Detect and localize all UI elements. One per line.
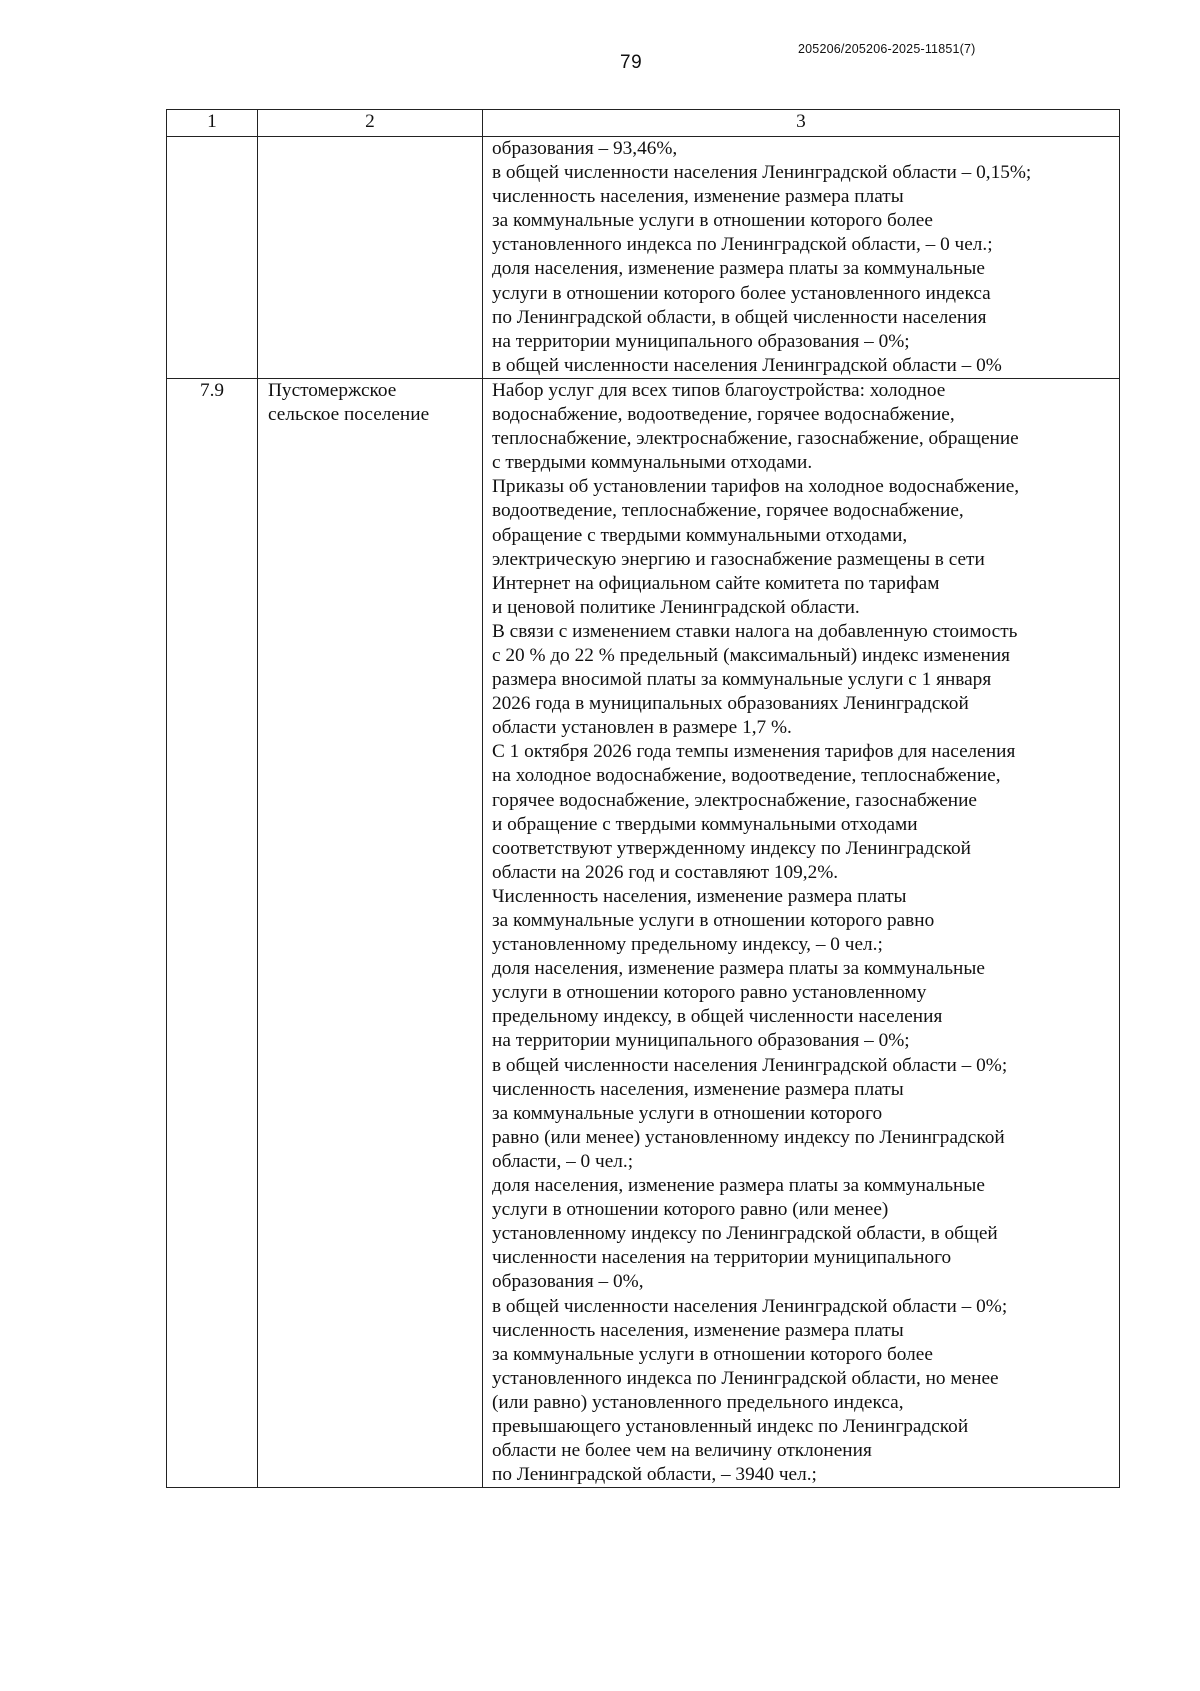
table-header-row <box>167 110 1120 137</box>
text-line: с 20 % до 22 % предельный (максимальный) индекс изменения <box>492 644 1011 666</box>
settlement-name-line: сельское поселение <box>268 404 430 426</box>
text-line: на территории муниципального образования – 0%; <box>492 1030 910 1052</box>
text-line: Приказы об установлении тарифов на холодное водоснабжение, <box>492 476 1020 498</box>
document-id: 205206/205206-2025-11851(7) <box>798 42 976 56</box>
text-line: услуги в отношении которого более установленного индекса <box>492 282 991 304</box>
row-name-cell <box>258 378 483 1487</box>
text-line: с твердыми коммунальными отходами. <box>492 452 813 474</box>
text-line: водоотведение, теплоснабжение, горячее водоснабжение, <box>492 500 964 522</box>
text-line: Интернет на официальном сайте комитета по тарифам <box>492 572 940 594</box>
text-line: обращение с твердыми коммунальными отходами, <box>492 524 908 546</box>
text-line: услуги в отношении которого равно установленному <box>492 982 927 1004</box>
text-line: водоснабжение, водоотведение, горячее водоснабжение, <box>492 404 955 426</box>
text-line: за коммунальные услуги в отношении которого более <box>492 210 933 232</box>
text-line: установленному предельному индексу, – 0 чел.; <box>492 934 883 956</box>
settlement-name-line: Пустомержское <box>268 379 397 401</box>
text-line: по Ленинградской области, – 3940 чел.; <box>492 1464 817 1486</box>
text-line: размера вносимой платы за коммунальные услуги с 1 января <box>492 669 992 691</box>
text-line: установленного индекса по Ленинградской области, – 0 чел.; <box>492 234 993 256</box>
text-line: и ценовой политике Ленинградской области. <box>492 596 860 618</box>
text-line: превышающего установленный индекс по Ленинградской <box>492 1415 969 1437</box>
text-line: 2026 года в муниципальных образованиях Ленинградской <box>492 693 969 715</box>
text-line: по Ленинградской области, в общей численности населения <box>492 306 987 328</box>
text-line: в общей численности населения Ленинградской области – 0%; <box>492 1295 1008 1317</box>
text-line: электрическую энергию и газоснабжение размещены в сети <box>492 548 985 570</box>
text-line: и обращение с твердыми коммунальными отходами <box>492 813 918 835</box>
text-line: доля населения, изменение размера платы за коммунальные <box>492 958 985 980</box>
text-line: услуги в отношении которого равно (или менее) <box>492 1199 889 1221</box>
text-line: равно (или менее) установленному индексу по Ленинградской <box>492 1126 1005 1148</box>
text-line: доля населения, изменение размера платы за коммунальные <box>492 1175 985 1197</box>
text-line: за коммунальные услуги в отношении которого равно <box>492 910 935 931</box>
row-text-cell <box>483 378 1120 1487</box>
row-number-cell: 7.9 <box>167 378 258 1487</box>
text-line: установленному индексу по Ленинградской области, в общей <box>492 1223 998 1245</box>
text-line: области на 2026 год и составляют 109,2%. <box>492 861 839 883</box>
text-line: теплоснабжение, электроснабжение, газоснабжение, обращение <box>492 428 1019 450</box>
text-line: (или равно) установленного предельного индекса, <box>492 1391 904 1413</box>
text-line: в общей численности населения Ленинградской области – 0%; <box>492 1054 1008 1076</box>
text-line: установленного индекса по Ленинградской области, но менее <box>492 1367 999 1389</box>
text-line: за коммунальные услуги в отношении которого более <box>492 1343 933 1365</box>
text-line: за коммунальные услуги в отношении которого <box>492 1102 883 1124</box>
text-line: численность населения, изменение размера платы <box>492 1078 904 1100</box>
text-line: в общей численности населения Ленинградской области – 0,15%; <box>492 162 1032 184</box>
text-line: области, – 0 чел.; <box>492 1150 634 1172</box>
text-line: доля населения, изменение размера платы за коммунальные <box>492 258 985 280</box>
text-line: Численность населения, изменение размера платы <box>492 885 907 907</box>
row-text-cell <box>483 137 1120 379</box>
text-line: горячее водоснабжение, электроснабжение, газоснабжение <box>492 789 977 811</box>
text-line: предельному индексу, в общей численности населения <box>492 1006 943 1028</box>
text-line: в общей численности населения Ленинградской области – 0% <box>492 354 1002 376</box>
text-line: численность населения, изменение размера платы <box>492 1319 904 1341</box>
text-line: В связи с изменением ставки налога на добавленную стоимость <box>492 620 1018 642</box>
column-header-3: 3 <box>483 110 1120 137</box>
text-line: области не более чем на величину отклонения <box>492 1440 872 1462</box>
row-name-cell <box>258 137 483 379</box>
text-line: соответствуют утвержденному индексу по Ленинградской <box>492 837 971 859</box>
page-number: 79 <box>620 52 643 73</box>
text-line: на холодное водоснабжение, водоотведение, теплоснабжение, <box>492 765 1001 787</box>
text-line: численности населения на территории муниципального <box>492 1247 952 1269</box>
table-row <box>167 137 1120 379</box>
column-header-2: 2 <box>258 110 483 137</box>
text-line: области установлен в размере 1,7 %. <box>492 717 792 739</box>
text-line: образования – 93,46%, <box>492 138 678 159</box>
text-line: С 1 октября 2026 года темпы изменения тарифов для населения <box>492 741 1016 763</box>
column-header-1: 1 <box>167 110 258 137</box>
text-line: Набор услуг для всех типов благоустройства: холодное <box>492 379 946 401</box>
table-row <box>167 378 1120 1487</box>
text-line: численность населения, изменение размера платы <box>492 186 904 208</box>
document-table <box>166 109 1120 1488</box>
text-line: образования – 0%, <box>492 1271 644 1293</box>
row-number-cell <box>167 137 258 379</box>
text-line: на территории муниципального образования – 0%; <box>492 330 910 352</box>
